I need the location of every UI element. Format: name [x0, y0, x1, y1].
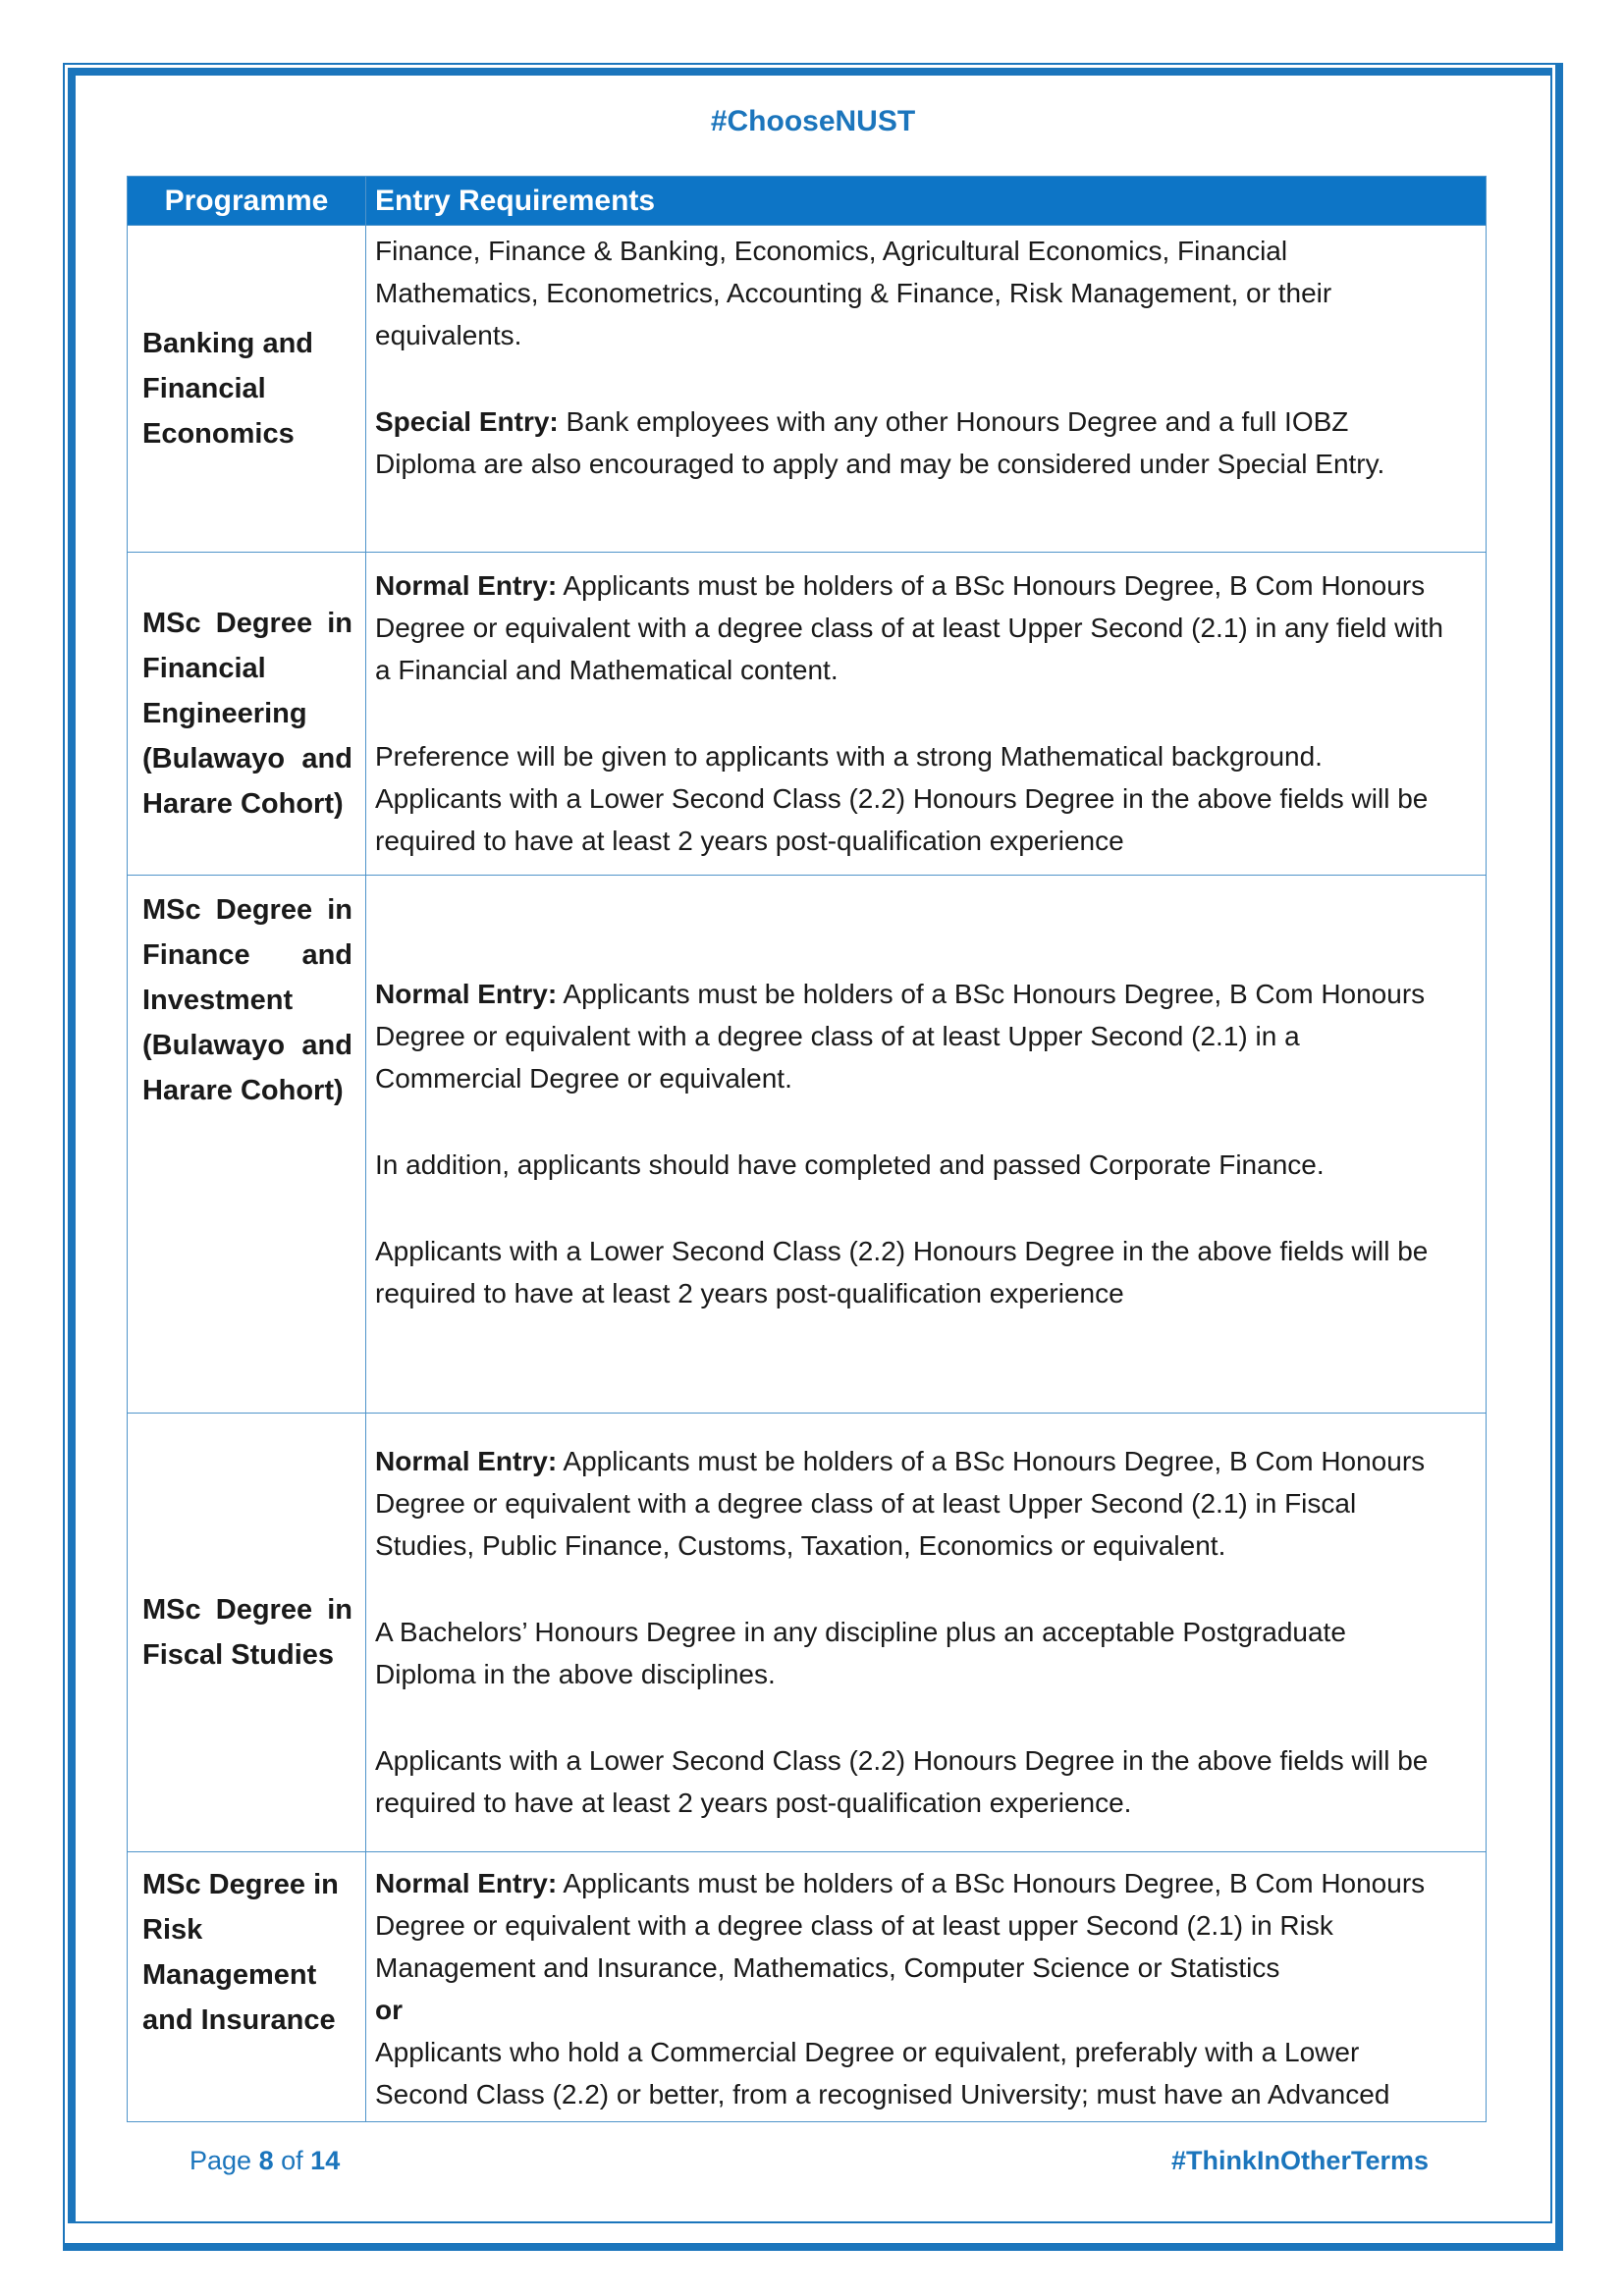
requirement-paragraph: In addition, applicants should have completed and passed Corporate Finance. — [375, 1148, 1325, 1180]
page-total-value: 14 — [310, 2146, 341, 2175]
requirement-paragraph: Applicants who hold a Commercial Degree or equivalent, preferably with a Lower Second Class (2.2) or better, from a recognised University; must have an Advanced — [375, 2037, 1390, 2109]
page-border-frame-inner — [68, 68, 1552, 2223]
programme-cell: MSc Degree in Fiscal Studies — [128, 1414, 366, 1852]
programme-cell: MSc Degree in Financial Engineering (Bulawayo and Harare Cohort) — [128, 553, 366, 876]
requirement-paragraph: Preference will be given to applicants with a strong Mathematical background. Applicants with a Lower Second Class (2.2) Honours Degree in the above fields will be required to have at least 2 years post-qualification experience — [375, 740, 1429, 856]
page-border-frame — [63, 63, 1563, 2251]
requirement-paragraph — [375, 1989, 1446, 2031]
table-header-row — [128, 177, 1487, 226]
entry-requirements-cell — [366, 1852, 1487, 2122]
programme-cell: Banking and Financial Economics — [128, 226, 366, 553]
requirement-paragraph: A Bachelors’ Honours Degree in any discipline plus an acceptable Postgraduate Diploma in the above disciplines. — [375, 1616, 1346, 1689]
page-heading: #ChooseNUST — [710, 105, 916, 137]
column-header-programme: Programme — [128, 177, 366, 226]
requirement-lead: or — [375, 1995, 403, 2025]
table-row — [128, 876, 1487, 1414]
footer-hashtag: #ThinkInOtherTerms — [1170, 2146, 1429, 2175]
requirement-lead: Normal Entry: — [375, 978, 558, 1009]
programme-cell: MSc Degree in Risk Management and Insurance — [128, 1852, 366, 2122]
requirement-paragraph: Special Entry: Bank employees with any other Honours Degree and a full IOBZ Diploma are also encouraged to apply and may be considered under Special Entry. — [375, 406, 1385, 479]
page-footer — [127, 2146, 1486, 2176]
table-row — [128, 553, 1487, 876]
table-row — [128, 1414, 1487, 1852]
requirement-paragraph: Normal Entry: Applicants must be holders of a BSc Honours Degree, B Com Honours Degree or equivalent with a degree class of at least Upper Second (2.1) in a Commercial Degree or equivalent. — [375, 978, 1426, 1094]
requirement-lead: Normal Entry: — [375, 1445, 558, 1476]
table-row — [128, 226, 1487, 553]
entry-requirements-cell — [366, 553, 1487, 876]
page-label: Page — [189, 2146, 252, 2175]
requirement-paragraph: Normal Entry: Applicants must be holders of a BSc Honours Degree, B Com Honours Degree or equivalent with a degree class of at least upper Second (2.1) in Risk Management and Insurance, Mathematics, Computer Science or Statistics — [375, 1868, 1426, 1983]
entry-requirements-cell — [366, 226, 1487, 553]
requirement-paragraph: Normal Entry: Applicants must be holders of a BSc Honours Degree, B Com Honours Degree or equivalent with a degree class of at least Upper Second (2.1) in Fiscal Studies, Public Finance, Customs, Taxation, Economics or equivalent. — [375, 1445, 1426, 1561]
requirement-paragraph: Applicants with a Lower Second Class (2.2) Honours Degree in the above fields will be required to have at least 2 years post-qualification experience. — [375, 1744, 1429, 1818]
requirement-paragraph: Finance, Finance & Banking, Economics, Agricultural Economics, Financial Mathematics, Econometrics, Accounting & Finance, Risk Management, or their equivalents. — [375, 236, 1332, 350]
entry-requirements-cell — [366, 876, 1487, 1414]
column-header-entry-requirements: Entry Requirements — [366, 177, 1487, 226]
requirement-paragraph: Applicants with a Lower Second Class (2.2) Honours Degree in the above fields will be required to have at least 2 years post-qualification experience — [375, 1235, 1429, 1308]
table-row — [128, 1852, 1487, 2122]
requirement-lead: Normal Entry: — [375, 1868, 558, 1898]
page-of-label: of — [281, 2146, 303, 2175]
programme-cell: MSc Degree in Finance and Investment (Bulawayo and Harare Cohort) — [128, 876, 366, 1414]
requirement-lead: Normal Entry: — [375, 569, 558, 601]
page-number-value: 8 — [258, 2146, 274, 2175]
page-number-indicator — [189, 2146, 340, 2176]
requirement-paragraph: Normal Entry: Applicants must be holders of a BSc Honours Degree, B Com Honours Degree or equivalent with a degree class of at least Upper Second (2.1) in any field with a Financial and Mathematical content. — [375, 569, 1443, 685]
requirement-lead: Special Entry: — [375, 406, 559, 437]
entry-requirements-cell — [366, 1414, 1487, 1852]
programmes-table — [127, 176, 1487, 2122]
